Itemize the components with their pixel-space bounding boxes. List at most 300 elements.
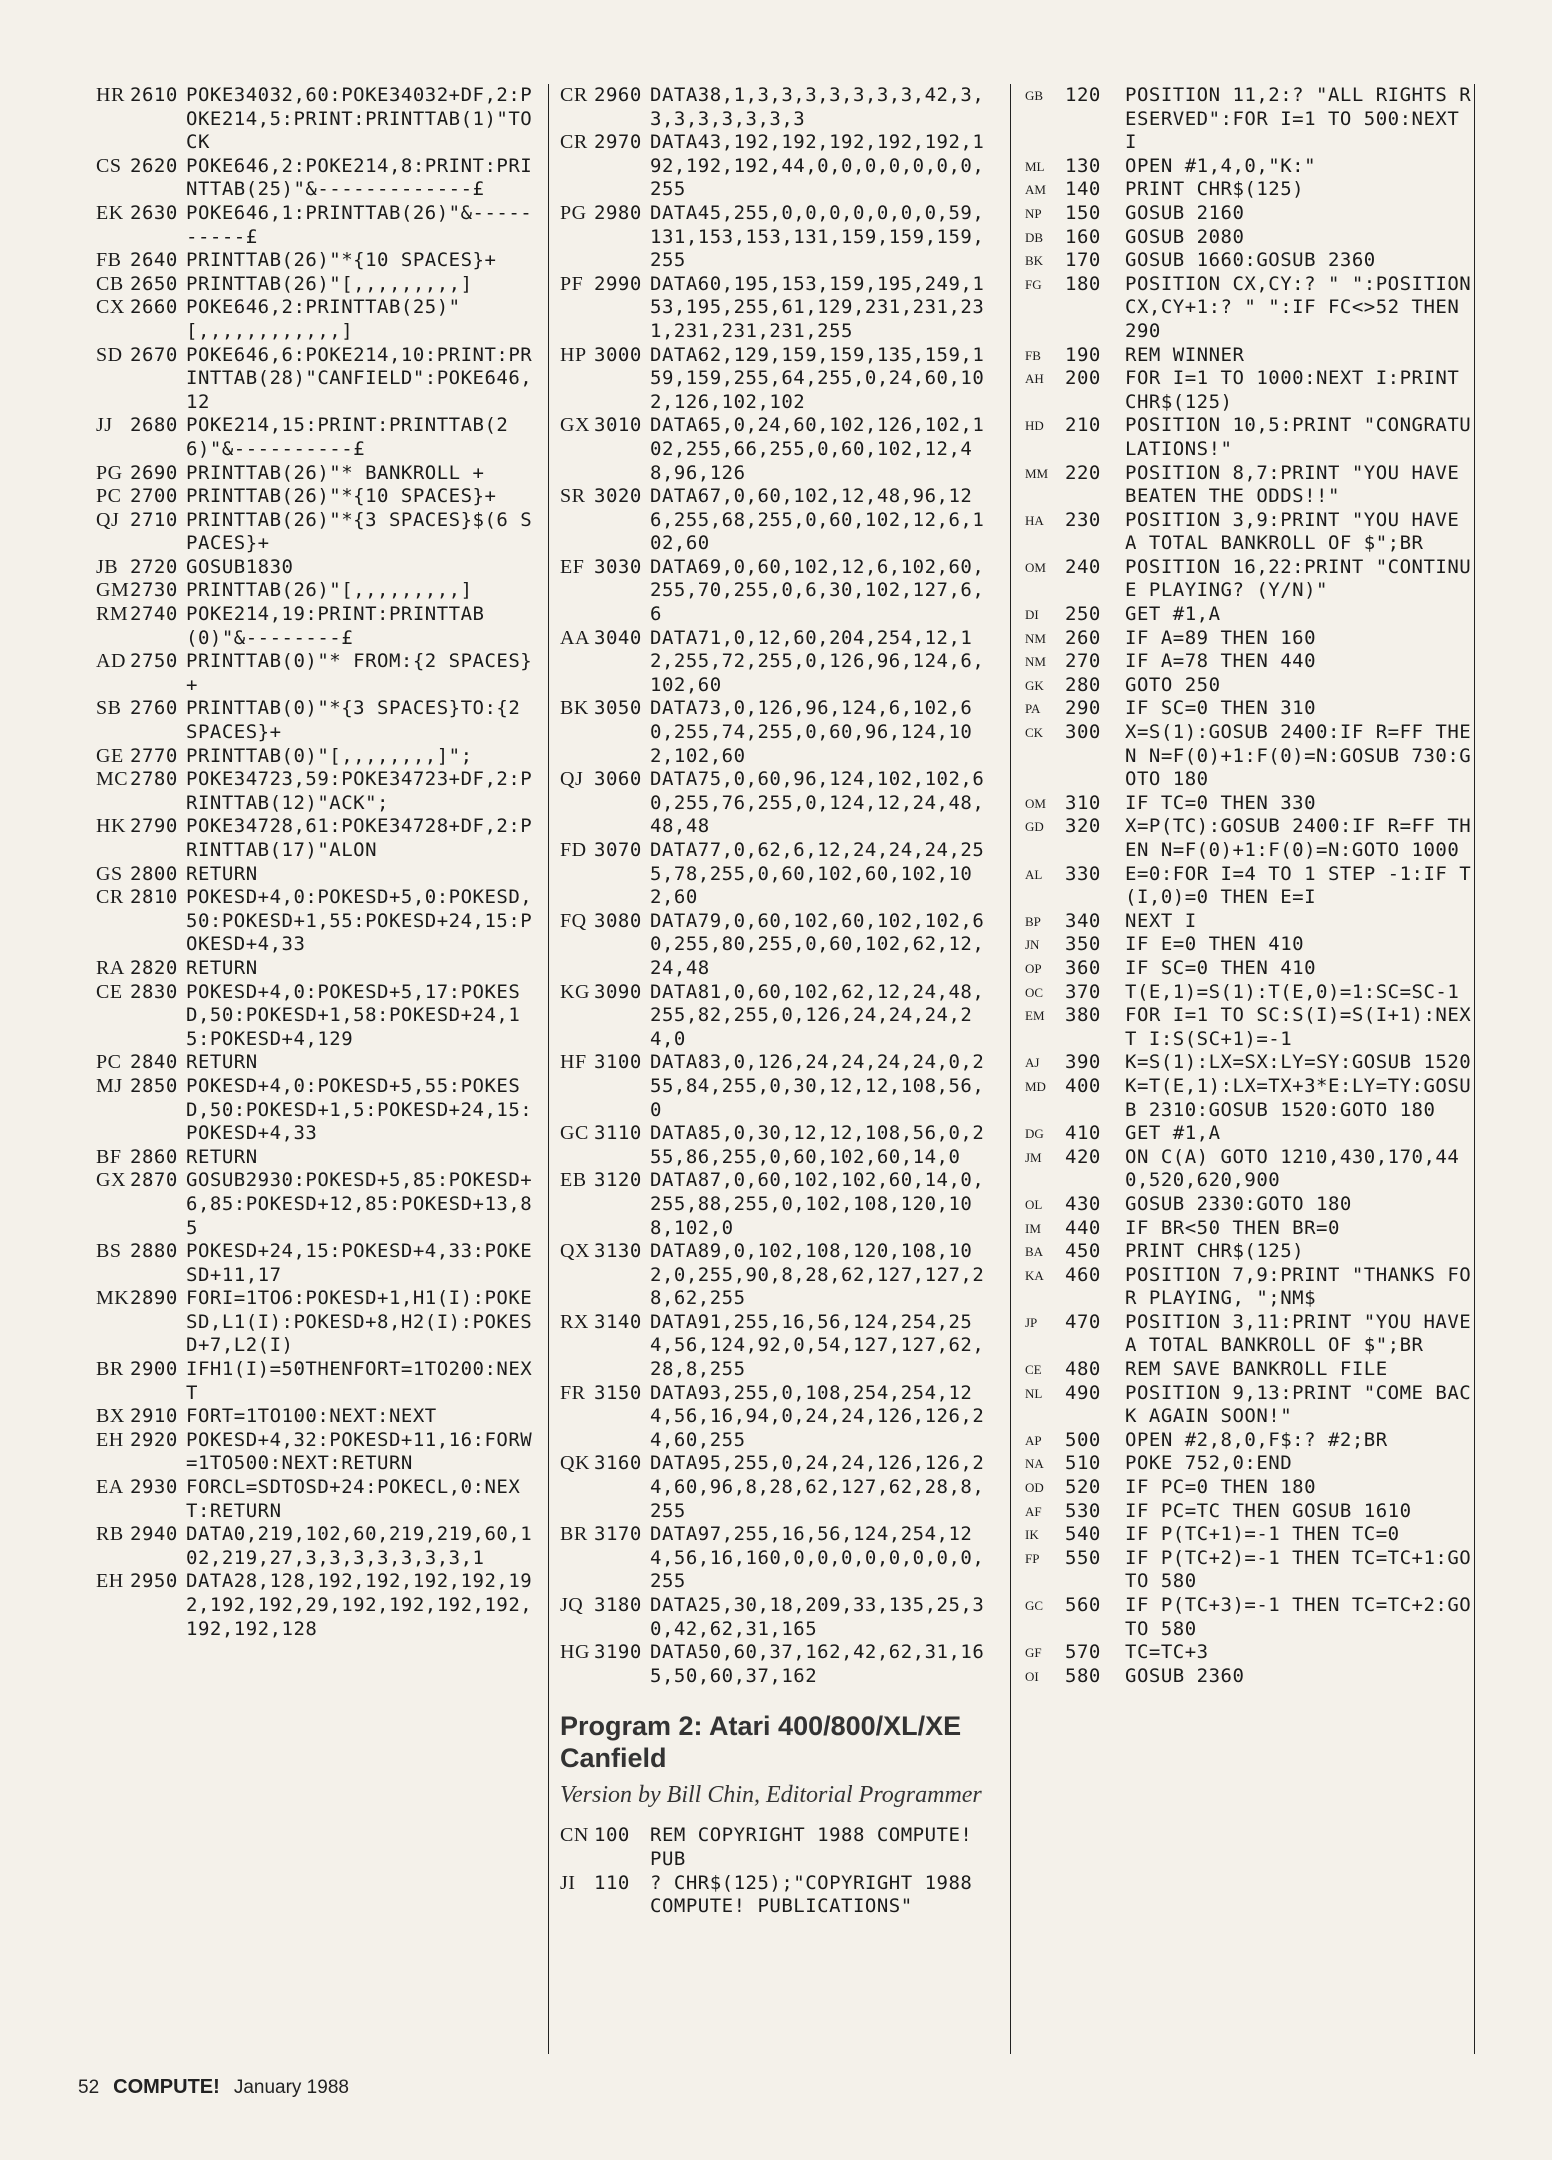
checksum-code: OM	[1025, 795, 1046, 811]
listing-line	[96, 509, 536, 556]
listing-line	[1025, 792, 1475, 816]
checksum-code: OC	[1025, 984, 1044, 1000]
listing-line	[1025, 249, 1475, 273]
code-text: DATA62,129,159,159,135,159,159,159,255,64,255,0,24,60,102,126,102,102	[650, 343, 985, 413]
line-number: 3110	[594, 1122, 642, 1145]
checksum-code: GB	[1025, 88, 1044, 103]
checksum-code: EB	[560, 1169, 587, 1192]
checksum-code: BX	[96, 1405, 125, 1428]
listing-line	[560, 981, 990, 1052]
listing-line	[1025, 910, 1475, 934]
line-number: 3100	[594, 1051, 642, 1074]
checksum-code: EM	[1025, 1008, 1045, 1024]
line-number: 2710	[130, 508, 178, 531]
code-text: GOSUB 2080	[1125, 225, 1245, 248]
line-number: 240	[1065, 555, 1101, 578]
listing-line	[96, 84, 536, 155]
listing-line	[1025, 178, 1475, 202]
line-number: 3010	[594, 414, 642, 437]
line-number: 2920	[130, 1428, 178, 1451]
line-number: 2660	[130, 296, 178, 319]
code-text: POKE34728,61:POKE34728+DF,2:PRINTTAB(17)"ALON	[186, 815, 533, 861]
checksum-code: IK	[1025, 1527, 1039, 1543]
code-text: IF E=0 THEN 410	[1125, 933, 1305, 956]
checksum-code: HP	[560, 343, 587, 366]
code-text: IF SC=0 THEN 310	[1125, 697, 1317, 720]
checksum-code: BF	[96, 1145, 122, 1168]
code-text: OPEN #1,4,0,"K:"	[1125, 154, 1317, 177]
line-number: 2830	[130, 980, 178, 1003]
checksum-code: HK	[96, 815, 126, 838]
listing-line	[96, 1405, 536, 1429]
listing-line	[1025, 1004, 1475, 1051]
code-text: NEXT I	[1125, 909, 1197, 932]
checksum-code: HF	[560, 1051, 587, 1074]
line-number: 500	[1065, 1428, 1101, 1451]
listing-line	[96, 650, 536, 697]
checksum-code: PG	[560, 201, 587, 224]
code-text: RETURN	[186, 1051, 258, 1074]
listing-line	[96, 1523, 536, 1570]
line-number: 260	[1065, 626, 1101, 649]
code-text: PRINT CHR$(125)	[1125, 178, 1305, 201]
checksum-code: OP	[1025, 960, 1042, 976]
code-text: K=T(E,1):LX=TX+3*E:LY=TY:GOSUB 2310:GOSUB 1520:GOTO 180	[1125, 1074, 1472, 1121]
code-text: DATA38,1,3,3,3,3,3,3,3,42,3,3,3,3,3,3,3,3	[650, 84, 985, 130]
listing-line	[96, 1476, 536, 1523]
listing-line	[96, 697, 536, 744]
line-number: 180	[1065, 272, 1101, 295]
listing-line	[1025, 1641, 1475, 1665]
line-number: 3070	[594, 839, 642, 861]
listing-line	[1025, 650, 1475, 674]
checksum-code: CK	[1025, 725, 1044, 741]
listing-line	[1025, 981, 1475, 1005]
line-number: 2850	[130, 1074, 178, 1097]
checksum-code: GE	[96, 744, 124, 767]
code-text: FOR I=1 TO SC:S(I)=S(I+1):NEXT I:S(SC+1)=-1	[1125, 1004, 1472, 1050]
code-text: POKE646,2:PRINTTAB(25)"[,,,,,,,,,,,,]	[186, 296, 461, 342]
code-text: POSITION 9,13:PRINT "COME BACK AGAIN SOON!"	[1125, 1381, 1472, 1428]
listing-line	[560, 1311, 990, 1382]
line-number: 3140	[594, 1310, 642, 1333]
listing-column-1	[96, 84, 536, 1641]
code-text: DATA95,255,0,24,24,126,126,24,60,96,8,28,62,127,62,28,8,255	[650, 1452, 985, 1522]
code-text: K=S(1):LX=SX:LY=SY:GOSUB 1520	[1125, 1051, 1472, 1074]
listing-line	[96, 1146, 536, 1170]
checksum-code: CE	[1025, 1362, 1042, 1378]
line-number: 3130	[594, 1240, 642, 1263]
checksum-code: FB	[1025, 347, 1041, 363]
line-number: 430	[1065, 1192, 1101, 1215]
code-text: DATA85,0,30,12,12,108,56,0,255,86,255,0,60,102,60,14,0	[650, 1122, 985, 1168]
code-text: IF PC=TC THEN GOSUB 1610	[1125, 1499, 1412, 1522]
line-number: 2640	[130, 249, 178, 272]
listing-line	[560, 627, 990, 698]
checksum-code: CR	[560, 84, 588, 106]
code-text: POKE646,1:PRINTTAB(26)"&----------£	[186, 201, 533, 248]
listing-line	[96, 579, 536, 603]
listing-line	[1025, 627, 1475, 651]
checksum-code: PF	[560, 272, 584, 295]
checksum-code: KG	[560, 980, 590, 1003]
line-number: 480	[1065, 1358, 1101, 1381]
code-text: IF TC=0 THEN 330	[1125, 791, 1317, 814]
code-text: IF P(TC+3)=-1 THEN TC=TC+2:GOTO 580	[1125, 1594, 1472, 1640]
checksum-code: FD	[560, 839, 587, 861]
listing-column-2	[560, 84, 990, 1919]
line-number: 2960	[594, 84, 642, 106]
code-text: POKESD+4,32:POKESD+11,16:FORW=1TO500:NEXT:RETURN	[186, 1428, 533, 1475]
listing-line	[1025, 414, 1475, 461]
checksum-code: GD	[1025, 819, 1044, 835]
listing-line	[96, 273, 536, 297]
code-text: POKE34723,59:POKE34723+DF,2:PRINTTAB(12)"ACK";	[186, 768, 533, 814]
listing-line	[96, 556, 536, 580]
line-number: 220	[1065, 461, 1101, 484]
code-text: FORCL=SDTOSD+24:POKECL,0:NEXT:RETURN	[186, 1476, 521, 1522]
line-number: 490	[1065, 1381, 1101, 1404]
code-text: PRINTTAB(0)"[,,,,,,,,]";	[186, 744, 473, 767]
code-text: T(E,1)=S(1):T(E,0)=1:SC=SC-1	[1125, 980, 1460, 1003]
line-number: 230	[1065, 508, 1101, 531]
checksum-code: CR	[560, 131, 588, 154]
listing-line	[560, 414, 990, 485]
checksum-code: HG	[560, 1641, 590, 1664]
page-number: 52	[78, 2077, 100, 2098]
listing-line	[560, 697, 990, 768]
line-number: 3000	[594, 343, 642, 366]
listing-line	[1025, 272, 1484, 344]
line-number: 2740	[130, 603, 178, 626]
checksum-code: FQ	[560, 909, 587, 932]
code-text: IF A=89 THEN 160	[1125, 626, 1317, 649]
code-text: GOSUB 2160	[1125, 201, 1245, 224]
code-text: RETURN	[186, 956, 258, 979]
listing-line	[560, 1051, 990, 1122]
line-number: 390	[1065, 1051, 1101, 1074]
checksum-code: BR	[560, 1523, 588, 1546]
code-text: POKE34032,60:POKE34032+DF,2:POKE214,5:PRINT:PRINTTAB(1)"TOCK	[186, 84, 533, 154]
listing-line	[1025, 155, 1475, 179]
line-number: 2650	[130, 272, 178, 295]
code-text: REM SAVE BANKROLL FILE	[1125, 1358, 1388, 1381]
checksum-code: EF	[560, 555, 585, 578]
listing-line	[96, 815, 536, 862]
line-number: 360	[1065, 956, 1101, 979]
line-number: 100	[594, 1824, 630, 1847]
line-number: 170	[1065, 249, 1101, 272]
checksum-code: EA	[96, 1476, 124, 1499]
checksum-code: OD	[1025, 1480, 1044, 1496]
code-text: GOSUB 1660:GOSUB 2360	[1125, 249, 1376, 272]
line-number: 280	[1065, 673, 1101, 696]
code-text: POKE646,2:POKE214,8:PRINT:PRINTTAB(25)"&-------------£	[186, 154, 533, 201]
code-text: ON C(A) GOTO 1210,430,170,440,520,620,900	[1125, 1145, 1460, 1192]
checksum-code: JP	[1025, 1314, 1038, 1330]
code-text: DATA89,0,102,108,120,108,102,0,255,90,8,28,62,127,127,28,62,255	[650, 1240, 985, 1310]
line-number: 350	[1065, 933, 1101, 956]
listing-line	[1025, 863, 1475, 910]
code-text: GET #1,A	[1125, 603, 1221, 626]
line-number: 120	[1065, 84, 1101, 106]
line-number: 370	[1065, 980, 1101, 1003]
listing-line	[96, 1287, 536, 1358]
code-text: POKESD+24,15:POKESD+4,33:POKESD+11,17	[186, 1240, 533, 1286]
listing-line	[96, 768, 536, 815]
code-text: ? CHR$(125);"COPYRIGHT 1988 COMPUTE! PUBLICATIONS"	[650, 1871, 985, 1918]
code-text: POKESD+4,0:POKESD+5,55:POKESD,50:POKESD+1,5:POKESD+24,15:POKESD+4,33	[186, 1074, 533, 1145]
issue-date: January 1988	[233, 2077, 349, 2098]
checksum-code: AD	[96, 650, 126, 673]
checksum-code: CE	[96, 980, 123, 1003]
code-text: POSITION CX,CY:? " ":POSITION CX,CY+1:? " ":IF FC<>52 THEN 290	[1125, 272, 1484, 342]
code-text: POSITION 8,7:PRINT "YOU HAVE BEATEN THE ODDS!!"	[1125, 461, 1472, 508]
checksum-code: OL	[1025, 1196, 1043, 1212]
checksum-code: JM	[1025, 1149, 1042, 1165]
listing-line	[560, 202, 990, 273]
page-footer	[78, 2076, 349, 2099]
listing-line	[560, 768, 990, 839]
checksum-code: PG	[96, 461, 123, 484]
listing-column-3	[1025, 84, 1484, 1688]
checksum-code: MD	[1025, 1078, 1046, 1094]
listing-line	[96, 1570, 536, 1641]
listing-line	[560, 839, 990, 910]
listing-line	[96, 249, 536, 273]
checksum-code: RM	[96, 603, 129, 626]
listing-line	[560, 1824, 990, 1871]
code-text: PRINTTAB(26)"*{3 SPACES}$(6 SPACES}+	[186, 508, 533, 555]
code-text: DATA97,255,16,56,124,254,124,56,16,160,0,0,0,0,0,0,0,0,255	[650, 1523, 985, 1593]
listing-line	[1025, 815, 1475, 862]
listing-line	[1025, 1523, 1475, 1547]
code-text: RETURN	[186, 1145, 258, 1168]
line-number: 2680	[130, 414, 178, 437]
line-number: 3150	[594, 1381, 642, 1404]
checksum-code: NA	[1025, 1456, 1044, 1472]
line-number: 380	[1065, 1004, 1101, 1027]
line-number: 3160	[594, 1452, 642, 1475]
code-text: PRINTTAB(26)"[,,,,,,,,,]	[186, 579, 473, 602]
line-number: 400	[1065, 1074, 1101, 1097]
line-number: 470	[1065, 1310, 1101, 1333]
line-number: 520	[1065, 1476, 1101, 1499]
listing-line	[560, 1594, 990, 1641]
code-text: TC=TC+3	[1125, 1641, 1209, 1664]
listing-line	[96, 485, 536, 509]
checksum-code: GS	[96, 862, 123, 885]
line-number: 2890	[130, 1287, 178, 1310]
listing-line	[560, 485, 990, 556]
checksum-code: JQ	[560, 1594, 584, 1616]
checksum-code: CN	[560, 1824, 589, 1847]
line-number: 2780	[130, 768, 178, 791]
listing-line	[1025, 1217, 1475, 1241]
listing-line	[560, 1240, 990, 1311]
listing-line	[560, 1523, 990, 1594]
code-text: REM WINNER	[1125, 343, 1245, 366]
checksum-code: FR	[560, 1381, 586, 1404]
code-text: GOSUB1830	[186, 555, 294, 578]
checksum-code: IM	[1025, 1220, 1041, 1236]
listing-line	[1025, 226, 1475, 250]
line-number: 2900	[130, 1358, 178, 1381]
checksum-code: AL	[1025, 866, 1043, 882]
listing-line	[96, 886, 536, 957]
checksum-code: GC	[560, 1122, 589, 1145]
line-number: 2950	[130, 1570, 178, 1593]
listing-line	[1025, 1358, 1475, 1382]
listing-line	[560, 1872, 990, 1919]
checksum-code: EK	[96, 201, 124, 224]
line-number: 110	[594, 1871, 630, 1894]
checksum-code: MM	[1025, 465, 1049, 481]
line-number: 2690	[130, 461, 178, 484]
checksum-code: CR	[96, 886, 124, 909]
checksum-code: GX	[96, 1169, 126, 1192]
code-text: GOSUB 2360	[1125, 1664, 1245, 1687]
line-number: 3050	[594, 697, 642, 720]
line-number: 440	[1065, 1216, 1101, 1239]
code-text: IF BR<50 THEN BR=0	[1125, 1216, 1340, 1239]
code-text: DATA28,128,192,192,192,192,192,192,192,29,192,192,192,192,192,192,128	[186, 1570, 533, 1640]
line-number: 420	[1065, 1145, 1101, 1168]
line-number: 410	[1065, 1122, 1101, 1145]
listing-line	[560, 273, 990, 344]
code-text: DATA79,0,60,102,60,102,102,60,255,80,255,0,60,102,62,12,24,48	[650, 909, 985, 979]
listing-line	[1025, 344, 1475, 368]
listing-line	[1025, 1500, 1475, 1524]
checksum-code: BS	[96, 1240, 122, 1263]
checksum-code: QX	[560, 1240, 590, 1263]
line-number: 330	[1065, 862, 1101, 885]
checksum-code: OI	[1025, 1668, 1039, 1684]
listing-line	[96, 981, 536, 1052]
code-text: IF P(TC+1)=-1 THEN TC=0	[1125, 1523, 1400, 1546]
listing-line	[1025, 367, 1475, 414]
code-text: DATA91,255,16,56,124,254,254,56,124,92,0,54,127,127,62,28,8,255	[650, 1310, 985, 1381]
line-number: 2730	[130, 579, 178, 602]
code-text: PRINTTAB(26)"[,,,,,,,,,]	[186, 272, 473, 295]
code-text: POSITION 3,9:PRINT "YOU HAVE A TOTAL BANKROLL OF $";BR	[1125, 508, 1472, 555]
checksum-code: GM	[96, 579, 130, 602]
line-number: 2940	[130, 1523, 178, 1546]
program-credit: Version by Bill Chin, Editorial Programmer	[560, 1782, 982, 1809]
code-text: DATA87,0,60,102,102,60,14,0,255,88,255,0,102,108,120,108,102,0	[650, 1169, 985, 1239]
program-listing	[560, 84, 990, 1688]
listing-line	[1025, 1429, 1475, 1453]
checksum-code: DG	[1025, 1126, 1044, 1142]
code-text: DATA67,0,60,102,12,48,96,126,255,68,255,0,60,102,12,6,102,60	[650, 485, 985, 555]
code-text: E=0:FOR I=4 TO 1 STEP -1:IF T(I,0)=0 THEN E=I	[1125, 862, 1472, 909]
line-number: 2720	[130, 555, 178, 578]
listing-line	[1025, 1122, 1475, 1146]
checksum-code: DI	[1025, 607, 1039, 623]
line-number: 2910	[130, 1405, 178, 1428]
code-text: POKE 752,0:END	[1125, 1452, 1293, 1475]
line-number: 3180	[594, 1594, 642, 1616]
checksum-code: AH	[1025, 371, 1044, 387]
line-number: 3190	[594, 1641, 642, 1664]
code-text: DATA73,0,126,96,124,6,102,60,255,74,255,0,60,96,124,102,102,60	[650, 697, 973, 767]
listing-line	[1025, 1452, 1475, 1476]
checksum-code: AF	[1025, 1503, 1042, 1519]
checksum-code: NM	[1025, 654, 1046, 670]
listing-line	[560, 1169, 990, 1240]
code-text: POSITION 11,2:? "ALL RIGHTS RESERVED":FOR I=1 TO 500:NEXT I	[1125, 84, 1472, 154]
listing-line	[560, 556, 990, 627]
line-number: 3120	[594, 1169, 642, 1192]
code-text: IFH1(I)=50THENFORT=1TO200:NEXT	[186, 1358, 533, 1404]
listing-line	[96, 1051, 536, 1075]
line-number: 2970	[594, 131, 642, 154]
checksum-code: NP	[1025, 205, 1042, 221]
line-number: 3020	[594, 485, 642, 508]
checksum-code: BA	[1025, 1244, 1044, 1260]
listing-line	[1025, 84, 1475, 155]
code-text: FORI=1TO6:POKESD+1,H1(I):POKESD,L1(I):POKESD+8,H2(I):POKESD+7,L2(I)	[186, 1287, 533, 1357]
checksum-code: SR	[560, 485, 586, 508]
line-number: 210	[1065, 414, 1101, 437]
code-text: DATA65,0,24,60,102,126,102,102,255,66,255,0,60,102,12,48,96,126	[650, 414, 985, 484]
code-text: FOR I=1 TO 1000:NEXT I:PRINT CHR$(125)	[1125, 367, 1472, 413]
line-number: 2860	[130, 1145, 178, 1168]
checksum-code: BK	[560, 697, 589, 720]
listing-line	[1025, 202, 1475, 226]
line-number: 3170	[594, 1523, 642, 1546]
code-text: DATA25,30,18,209,33,135,25,30,42,62,31,165	[650, 1594, 985, 1640]
line-number: 200	[1065, 367, 1101, 390]
code-text: DATA60,195,153,159,195,249,153,195,255,61,129,231,231,231,231,231,231,255	[650, 272, 985, 342]
checksum-code: NL	[1025, 1385, 1043, 1401]
code-text: PRINTTAB(26)"*{10 SPACES}+	[186, 249, 497, 272]
listing-line	[560, 1122, 990, 1169]
code-text: OPEN #2,8,0,F$:? #2;BR	[1125, 1428, 1388, 1451]
line-number: 2700	[130, 485, 178, 508]
code-text: GOTO 250	[1125, 673, 1221, 696]
checksum-code: BK	[1025, 253, 1044, 269]
line-number: 190	[1065, 343, 1101, 366]
code-text: IF A=78 THEN 440	[1125, 650, 1317, 673]
listing-line	[1025, 697, 1475, 721]
code-text: X=S(1):GOSUB 2400:IF R=FF THEN N=F(0)+1:F(0)=N:GOSUB 730:GOTO 180	[1125, 721, 1472, 791]
line-number: 570	[1065, 1641, 1101, 1664]
program-listing	[96, 84, 536, 1641]
checksum-code: AA	[560, 626, 590, 649]
code-text: IF SC=0 THEN 410	[1125, 956, 1317, 979]
checksum-code: RA	[96, 956, 125, 979]
listing-line	[560, 84, 990, 131]
listing-line	[1025, 1146, 1475, 1193]
code-text: FORT=1TO100:NEXT:NEXT	[186, 1405, 437, 1428]
checksum-code: CB	[96, 272, 124, 295]
checksum-code: AJ	[1025, 1055, 1040, 1071]
checksum-code: PA	[1025, 701, 1041, 717]
checksum-code: SB	[96, 697, 122, 720]
listing-line	[1025, 1075, 1475, 1122]
code-text: RETURN	[186, 862, 258, 885]
code-text: POSITION 10,5:PRINT "CONGRATULATIONS!"	[1125, 414, 1472, 460]
line-number: 550	[1065, 1546, 1101, 1569]
listing-line	[96, 202, 536, 249]
checksum-code: RB	[96, 1523, 124, 1546]
line-number: 2990	[594, 272, 642, 295]
listing-line	[1025, 462, 1475, 509]
listing-line	[1025, 1594, 1475, 1641]
listing-line	[96, 1429, 536, 1476]
code-text: POSITION 16,22:PRINT "CONTINUE PLAYING? (Y/N)"	[1125, 555, 1472, 602]
